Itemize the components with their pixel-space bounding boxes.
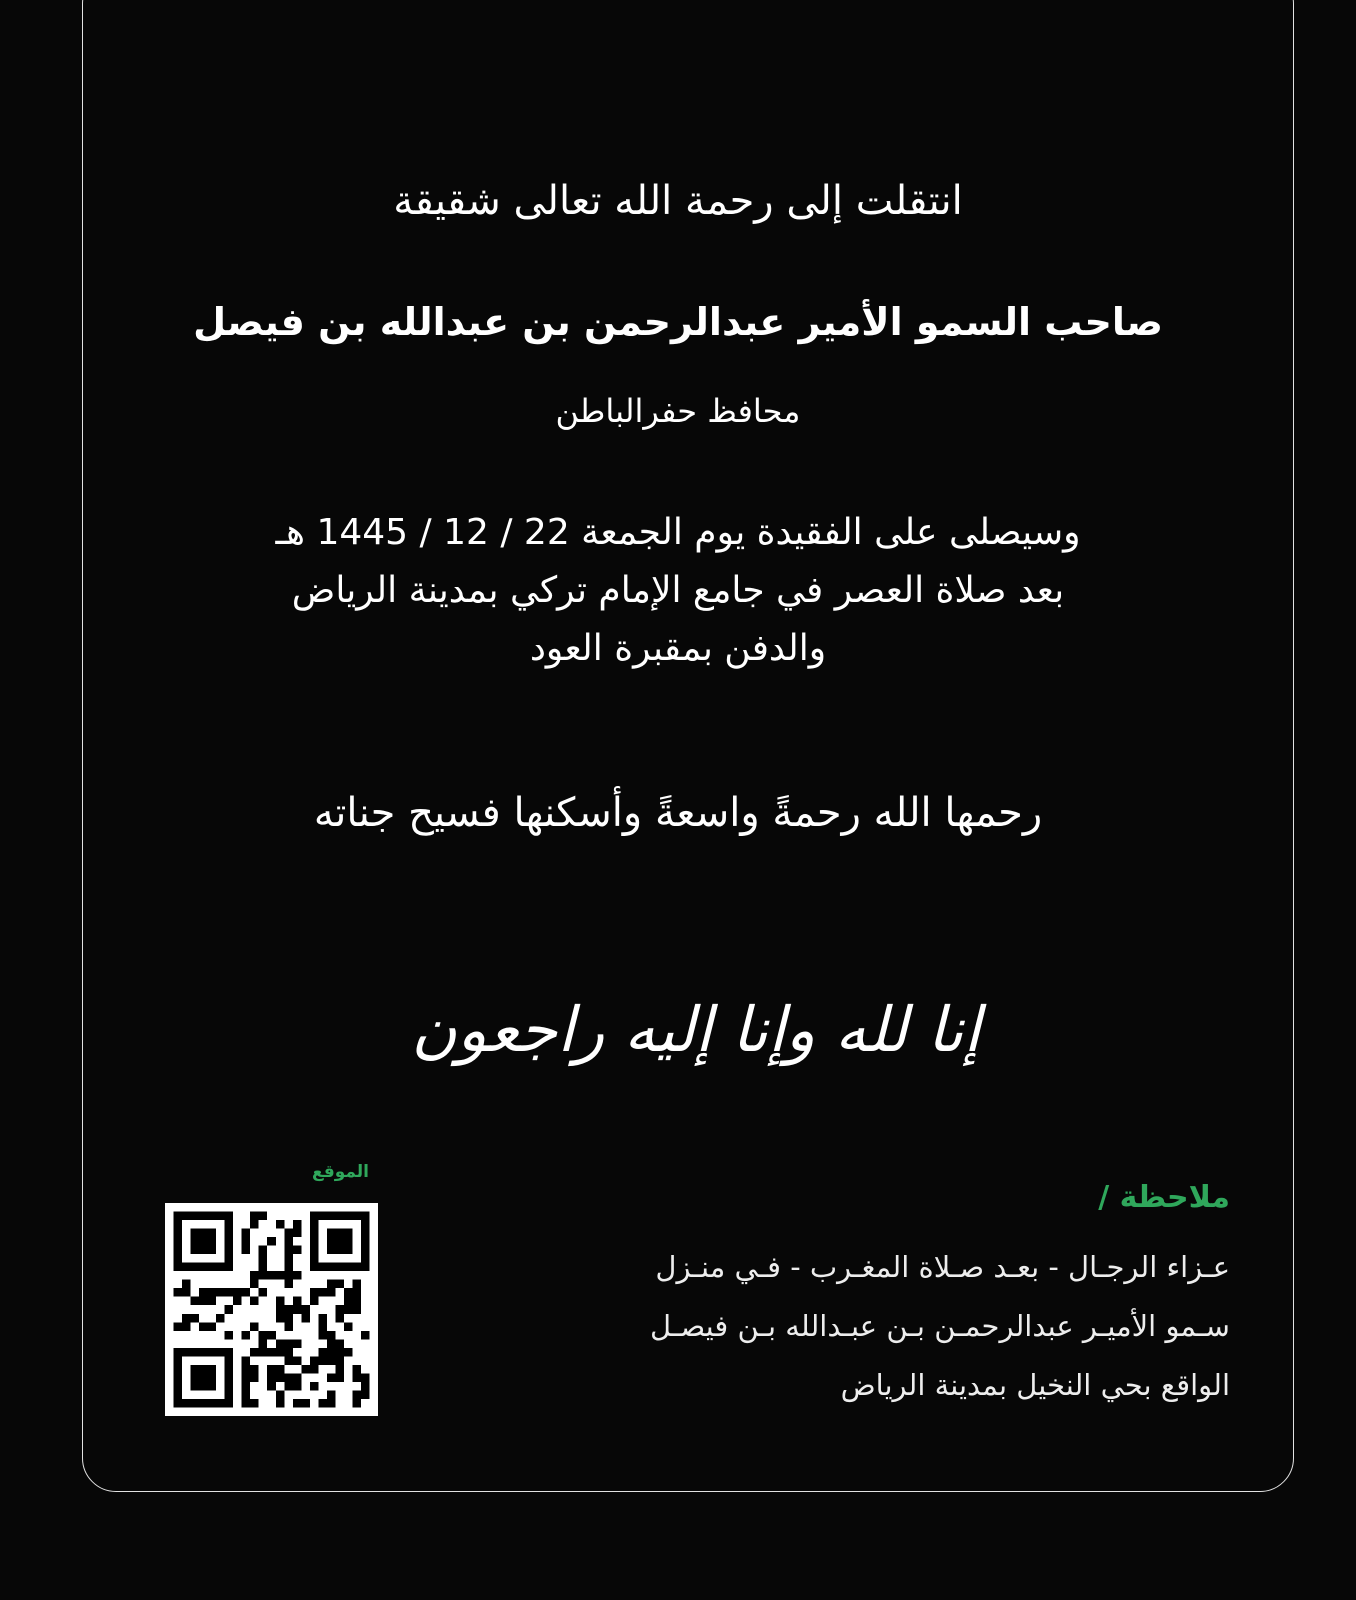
note-line-3: الواقع بحي النخيل بمدينة الرياض [840, 1368, 1230, 1402]
qr-location-label: الموقع [312, 1162, 370, 1182]
announcement-line-1: انتقلت إلى رحمة الله تعالى شقيقة [393, 178, 963, 224]
prayer-line-3: والدفن بمقبرة العود [529, 628, 827, 669]
qr-code[interactable] [165, 1203, 378, 1416]
note-body [650, 1238, 1230, 1415]
note-title: ملاحظة / [1098, 1180, 1230, 1215]
note-line-1: عـزاء الرجـال - بعـد صـلاة المغـرب - فـي منـزل [655, 1250, 1230, 1284]
deceased-relation-name: صاحب السمو الأمير عبدالرحمن بن عبدالله بن فيصل [193, 300, 1163, 344]
prayer-line-2: بعد صلاة العصر في جامع الإمام تركي بمدينة الرياض [291, 570, 1065, 611]
prayer-details [0, 504, 1356, 678]
calligraphy-verse: إنا لله وإنا إليه راجعون [411, 993, 981, 1066]
dua-text: رحمها الله رحمةً واسعةً وأسكنها فسيح جناته [313, 790, 1043, 836]
prayer-line-1: وسيصلى على الفقيدة يوم الجمعة 22 / 12 / 1445 هـ [275, 512, 1081, 553]
title-governor: محافظ حفرالباطن [555, 392, 801, 430]
note-line-2: سـمو الأميـر عبدالرحمـن بـن عبـدالله بـن فيصـل [650, 1309, 1230, 1343]
